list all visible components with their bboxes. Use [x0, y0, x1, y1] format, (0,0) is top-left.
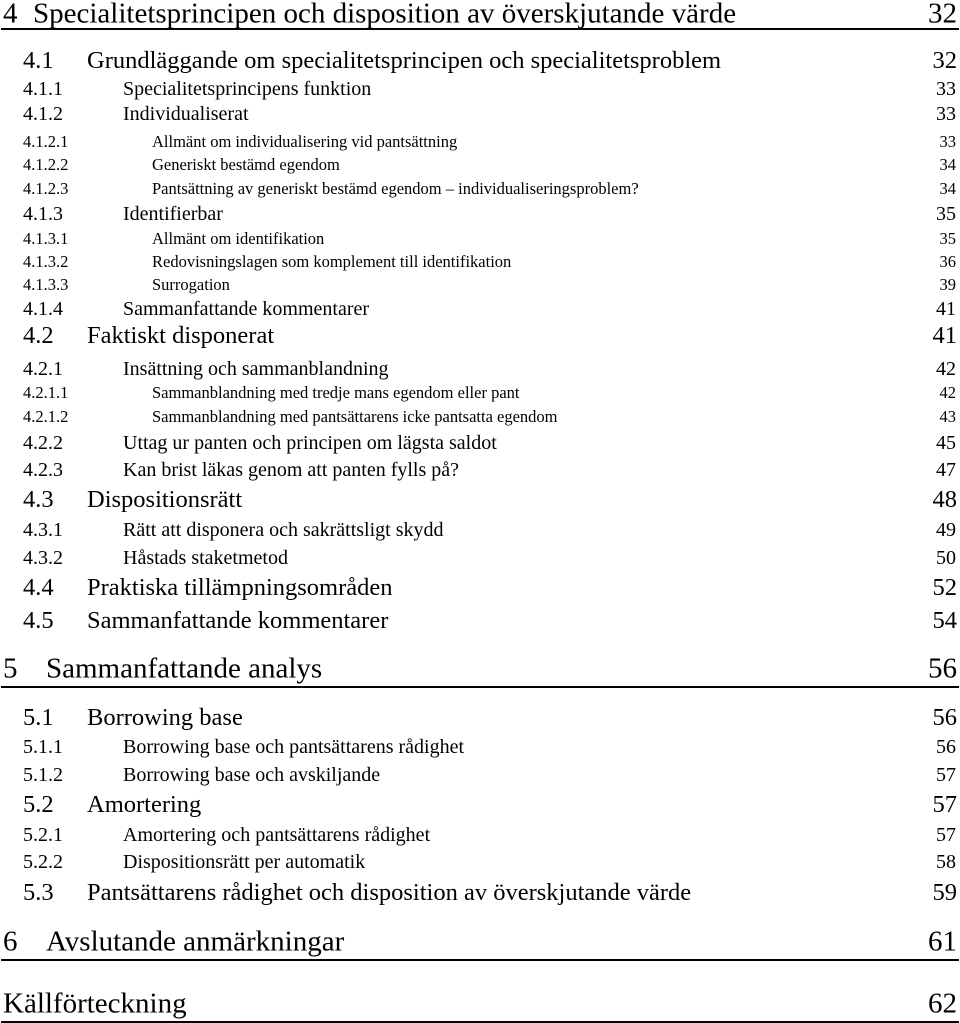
- toc-entry-title: Specialitetsprincipens funktion: [123, 78, 372, 100]
- toc-entry-title: Borrowing base och pantsättarens rådighet: [123, 736, 465, 758]
- toc-entry-title: Generiskt bestämd egendom: [152, 154, 340, 174]
- toc-entry-title: Borrowing base: [87, 703, 243, 731]
- toc-entry-page-number: 57: [932, 790, 957, 818]
- toc-entry-page-number: 57: [936, 764, 956, 786]
- toc-entry-number: 4.2.1.2: [23, 406, 69, 426]
- toc-entry-page-number: 61: [928, 925, 957, 958]
- toc-entry-title: Uttag ur panten och principen om lägsta saldot: [123, 432, 497, 454]
- toc-entry-page-number: 56: [928, 652, 957, 685]
- toc-entry-page-number: 59: [932, 878, 957, 906]
- toc-entry-page-number: 33: [939, 131, 956, 151]
- toc-entry-number: 4.2.3: [23, 459, 63, 481]
- toc-entry-page-number: 47: [936, 459, 956, 481]
- toc-entry-title: Håstads staketmetod: [123, 547, 288, 569]
- toc-entry-title: Källförteckning: [3, 987, 187, 1020]
- toc-entry-number: 4.1.2: [23, 103, 63, 125]
- toc-entry-number: 5.1: [23, 703, 54, 731]
- toc-entry-page-number: 62: [928, 987, 957, 1020]
- toc-entry-title: Avslutande anmärkningar: [46, 925, 345, 958]
- toc-entry-number: 5.3: [23, 878, 54, 906]
- toc-entry-number: 4.1.2.3: [23, 178, 69, 198]
- toc-entry-title: Grundläggande om specialitetsprincipen och specialitetsproblem: [87, 46, 722, 74]
- chapter-underline-rule: [1, 28, 959, 30]
- toc-entry-title: Kan brist läkas genom att panten fylls på?: [123, 459, 460, 481]
- toc-entry-title: Amortering och pantsättarens rådighet: [123, 824, 431, 846]
- toc-entry-page-number: 56: [936, 736, 956, 758]
- toc-entry-title: Pantsättarens rådighet och disposition av överskjutande värde: [87, 878, 692, 906]
- toc-entry-title: Amortering: [87, 790, 202, 818]
- toc-entry-number: 4.1.3: [23, 203, 63, 225]
- toc-entry-title: Praktiska tillämpningsområden: [87, 573, 393, 601]
- toc-entry-page-number: 33: [936, 78, 956, 100]
- toc-entry-title: Identifierbar: [123, 203, 223, 225]
- toc-entry-title: Sammanblandning med tredje mans egendom eller pant: [152, 382, 520, 402]
- toc-entry-title: Faktiskt disponerat: [87, 321, 275, 349]
- toc-entry-page-number: 56: [932, 703, 957, 731]
- toc-entry-number: 4.1.3.2: [23, 251, 69, 271]
- toc-entry-page-number: 45: [936, 432, 956, 454]
- toc-entry-number: 4.1.2.1: [23, 131, 69, 151]
- toc-entry-number: 4.1.1: [23, 78, 63, 100]
- toc-entry-number: 4.1: [23, 46, 54, 74]
- toc-entry-page-number: 50: [936, 547, 956, 569]
- toc-entry-page-number: 34: [939, 178, 956, 198]
- toc-entry-page-number: 49: [936, 519, 956, 541]
- toc-entry-title: Surrogation: [152, 274, 230, 294]
- toc-entry-page-number: 33: [936, 103, 956, 125]
- toc-entry-number: 4: [3, 0, 18, 30]
- toc-entry-title: Dispositionsrätt: [87, 485, 243, 513]
- toc-entry-number: 4.4: [23, 573, 54, 601]
- toc-entry-number: 4.1.3.3: [23, 274, 69, 294]
- toc-entry-page-number: 54: [932, 606, 957, 634]
- chapter-underline-rule: [1, 959, 959, 961]
- toc-entry-title: Borrowing base och avskiljande: [123, 764, 381, 786]
- toc-entry-page-number: 57: [936, 824, 956, 846]
- toc-entry-page-number: 35: [936, 203, 956, 225]
- toc-entry-title: Allmänt om individualisering vid pantsättning: [152, 131, 458, 151]
- toc-entry-title: Rätt att disponera och sakrättsligt skydd: [123, 519, 444, 541]
- toc-entry-number: 4.5: [23, 606, 54, 634]
- toc-entry-number: 6: [3, 925, 18, 958]
- toc-entry-title: Sammanfattande kommentarer: [87, 606, 389, 634]
- toc-entry-number: 5.1.1: [23, 736, 63, 758]
- toc-entry-number: 4.3.1: [23, 519, 63, 541]
- toc-entry-number: 4.2: [23, 321, 54, 349]
- toc-entry-page-number: 36: [939, 251, 956, 271]
- toc-entry-title: Insättning och sammanblandning: [123, 358, 389, 380]
- toc-entry-page-number: 42: [939, 382, 956, 402]
- toc-entry-title: Pantsättning av generiskt bestämd egendom – individualiseringsproblem?: [152, 178, 639, 198]
- toc-entry-page-number: 41: [932, 321, 957, 349]
- toc-entry-page-number: 34: [939, 154, 956, 174]
- toc-entry-title: Specialitetsprincipen och disposition av överskjutande värde: [33, 0, 737, 30]
- toc-entry-title: Sammanblandning med pantsättarens icke pantsatta egendom: [152, 406, 558, 426]
- toc-entry-page-number: 35: [939, 228, 956, 248]
- toc-entry-number: 4.1.2.2: [23, 154, 69, 174]
- toc-entry-page-number: 42: [936, 358, 956, 380]
- toc-entry-title: Dispositionsrätt per automatik: [123, 851, 366, 873]
- toc-entry-page-number: 43: [939, 406, 956, 426]
- toc-entry-number: 5.2: [23, 790, 54, 818]
- toc-entry-title: Individualiserat: [123, 103, 249, 125]
- toc-entry-number: 4.2.1: [23, 358, 63, 380]
- toc-entry-number: 5: [3, 652, 18, 685]
- toc-entry-page-number: 32: [932, 46, 957, 74]
- toc-entry-page-number: 39: [939, 274, 956, 294]
- toc-entry-title: Redovisningslagen som komplement till identifikation: [152, 251, 512, 271]
- toc-entry-page-number: 58: [936, 851, 956, 873]
- toc-entry-number: 5.2.1: [23, 824, 63, 846]
- toc-entry-number: 4.3.2: [23, 547, 63, 569]
- toc-entry-number: 5.2.2: [23, 851, 63, 873]
- toc-entry-title: Sammanfattande kommentarer: [123, 298, 370, 320]
- chapter-underline-rule: [1, 686, 959, 688]
- toc-entry-page-number: 41: [936, 298, 956, 320]
- toc-entry-page-number: 48: [932, 485, 957, 513]
- toc-entry-number: 4.3: [23, 485, 54, 513]
- toc-entry-page-number: 52: [932, 573, 957, 601]
- toc-entry-title: Sammanfattande analys: [46, 652, 323, 685]
- toc-entry-number: 4.2.2: [23, 432, 63, 454]
- toc-entry-number: 4.1.4: [23, 298, 63, 320]
- toc-entry-number: 5.1.2: [23, 764, 63, 786]
- toc-entry-title: Allmänt om identifikation: [152, 228, 325, 248]
- toc-entry-number: 4.2.1.1: [23, 382, 69, 402]
- toc-entry-number: 4.1.3.1: [23, 228, 69, 248]
- toc-entry-page-number: 32: [928, 0, 957, 30]
